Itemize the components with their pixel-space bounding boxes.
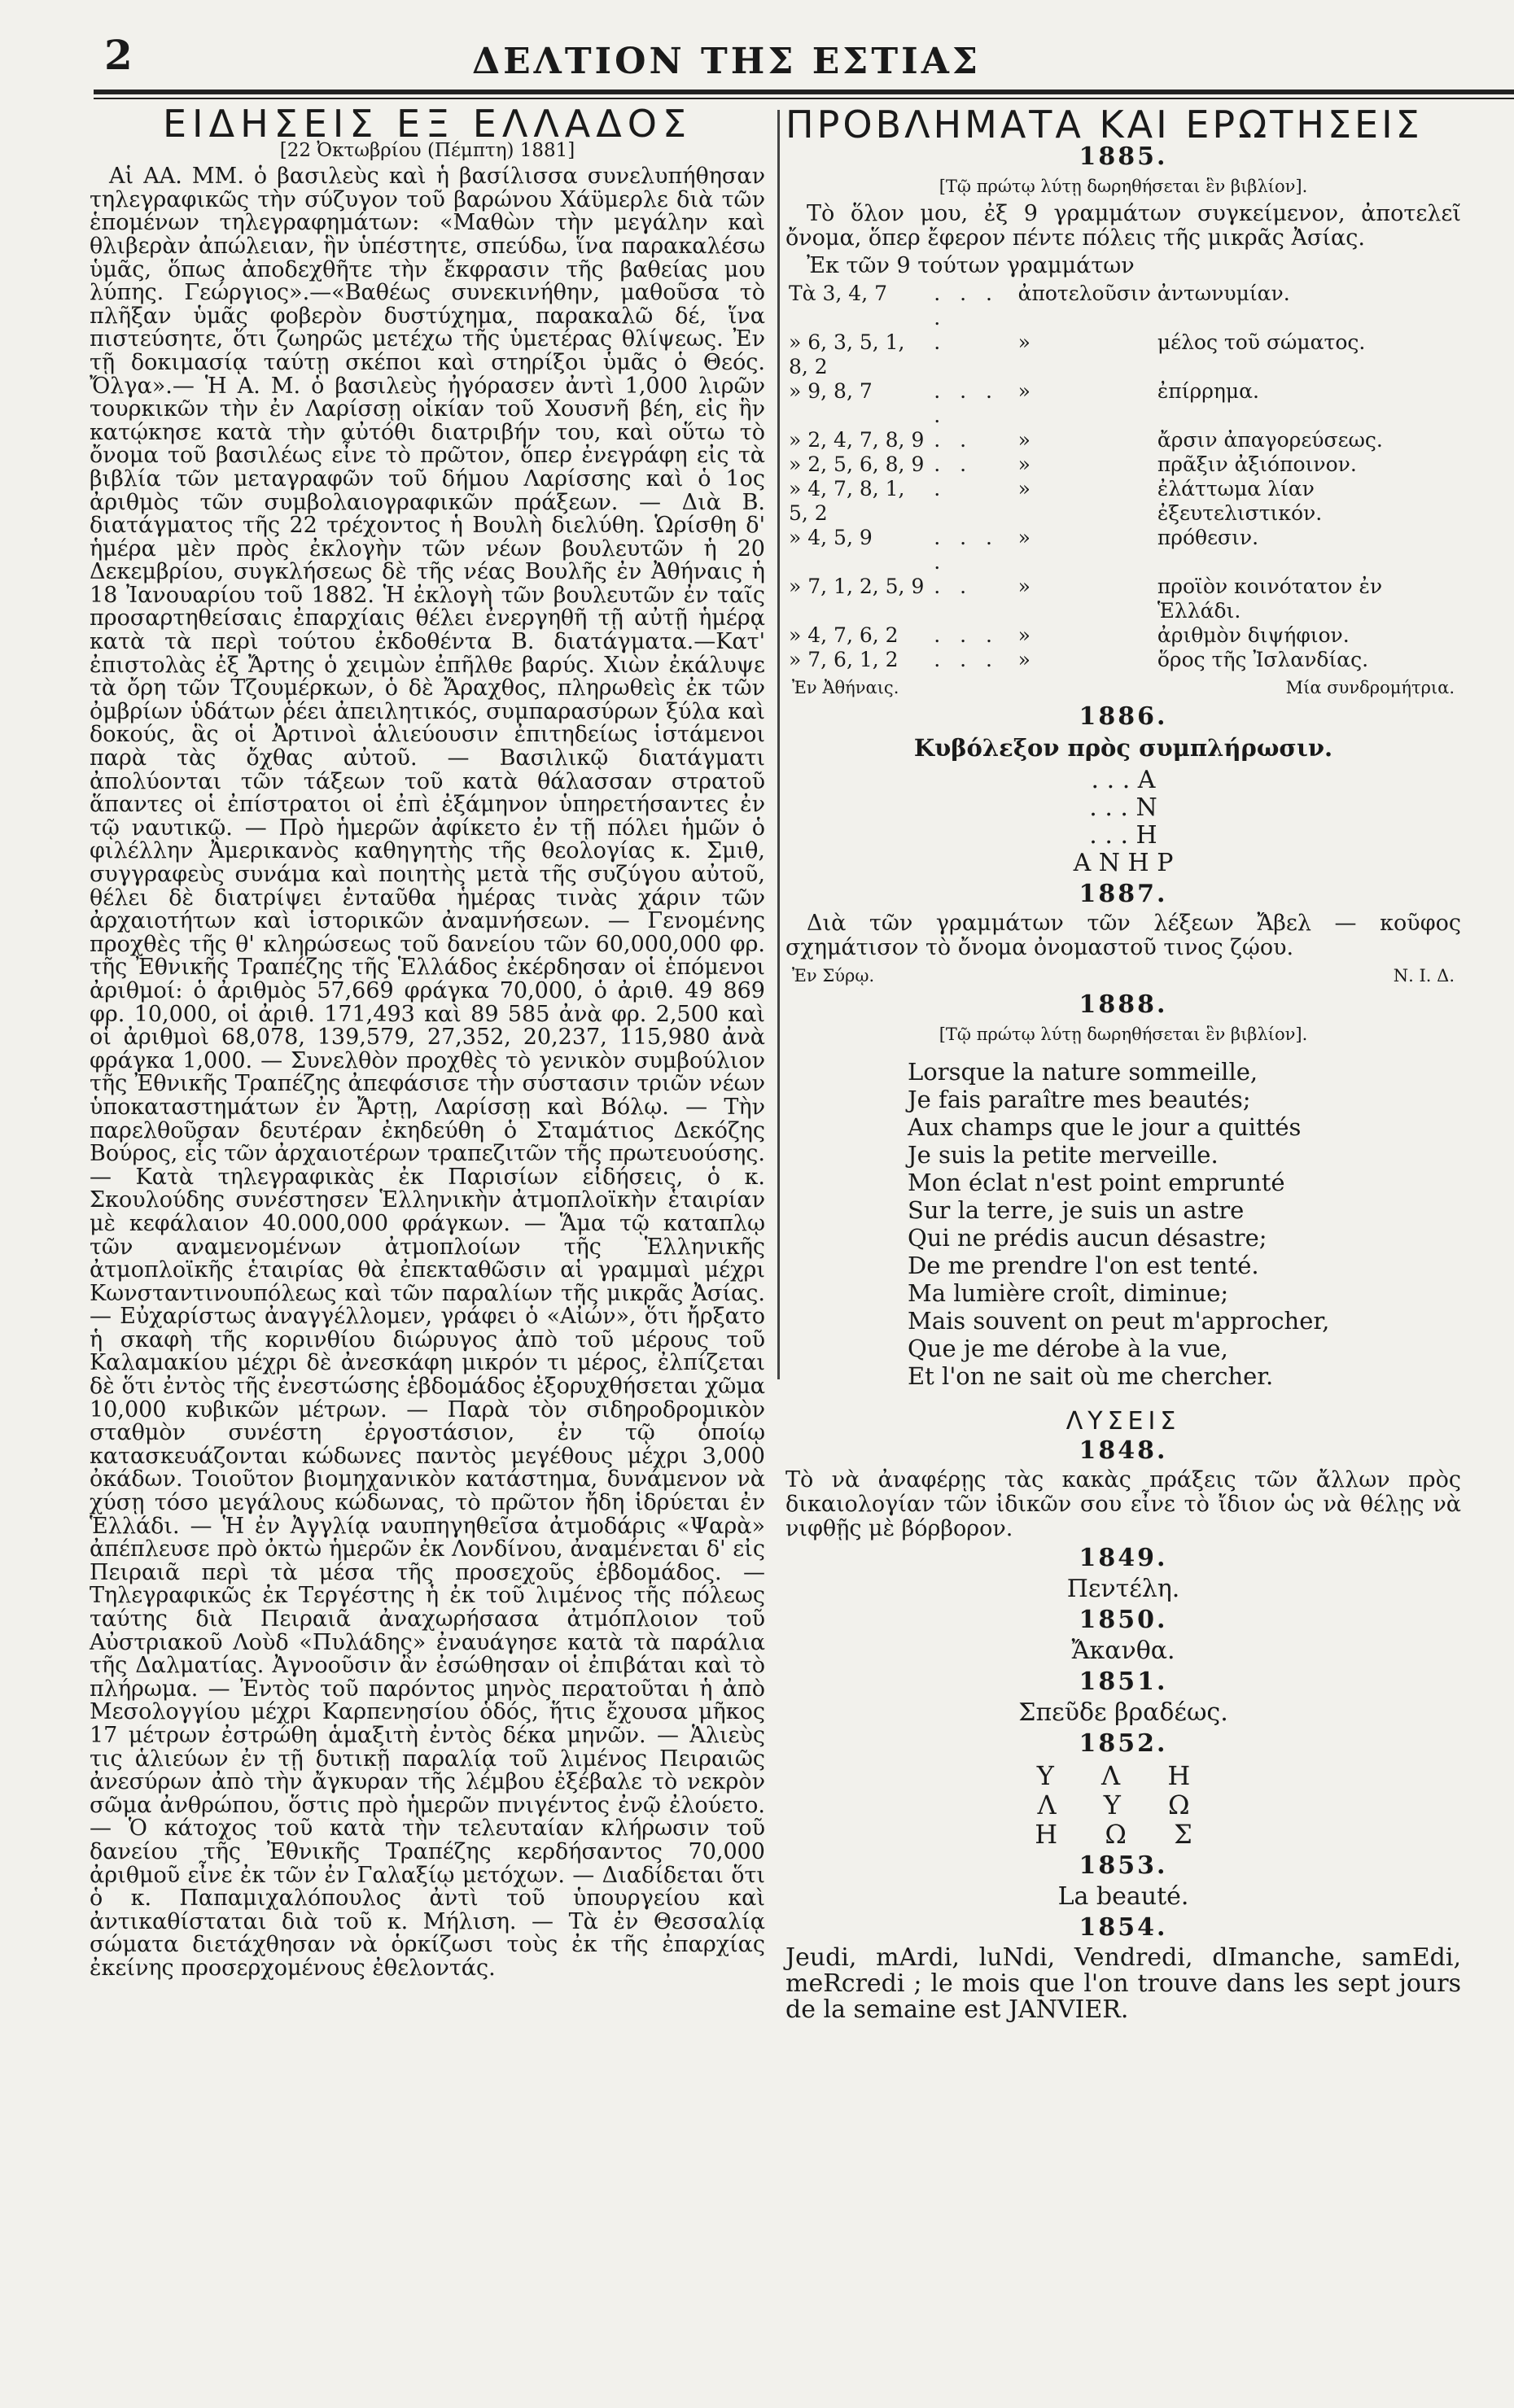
row-mark: » — [1017, 428, 1030, 452]
solution-number-1850: 1850. — [1079, 1606, 1168, 1634]
table-row — [785, 623, 1461, 648]
news-paragraph: Αἱ ΑΑ. ΜΜ. ὁ βασιλεὺς καὶ ἡ βασίλισσα συνελυπήθησαν τηλεγραφικῶς τὴν σύζυγον τοῦ βαρώνου Χάϋμερλε διὰ τῶν ἑπομένων τηλεγραφημάτων: «Μαθὼν τὴν μεγάλην καὶ θλιβερὰν ἀπώλειαν, ἣν ὑπέστητε, σπεύδω, ἵνα παρακαλέσω ὑμᾶς, ὅπως ἀποδεχθῆτε τὴν ἔκφρασιν τῆς βαθείας μου λύπης. Γεώργιος».—«Βαθέως συνεκινήθην, μαθοῦσα τὸ πλῆξαν ὑμᾶς φοβερὸν δυστύχημα, παρακαλῶ δέ, ἵνα πιστεύσητε, ὅτι ζωηρῶς μετέχω τῆς ὑμετέρας θλίψεως. Ἐν τῇ δοκιμασίᾳ ταύτῃ σκέποι καὶ στηρίξοι ὑμᾶς ὁ Θεός. Ὄλγα».— Ἡ Α. Μ. ὁ βασιλεὺς ἠγόρασεν ἀντὶ 1,000 λιρῶν τουρκικῶν τὴν ἐν Λαρίσσῃ οἰκίαν τοῦ Χουσνῆ βέη, εἰς ἣν κατῴκησε κατὰ τὴν αὐτόθι διατριβήν του, καὶ οὕτω τὸ ὄνομα τοῦ βασιλέως εἶνε τὸ πρῶτον, ὅπερ ἐνεγράφη εἰς τὰ βιβλία τῶν μεταγραφῶν τοῦ δήμου Λαρίσσης καὶ ὁ 1ος ἀριθμὸς τῶν συμβολαιογραφικῶν πράξεων. — Διὰ Β. διατάγματος τῆς 22 τρέχοντος ἡ Βουλὴ διελύθη. Ὡρίσθη δ' ἡμέρα μὲν πρὸς ἐκλογὴν τῶν νέων βουλευτῶν ἡ 20 Δεκεμβρίου, συγκλήσεως δὲ τῆς νέας Βουλῆς ἐν Ἀθήναις ἡ 18 Ἰανουαρίου τοῦ 1882. Ἡ ἐκλογὴ τῶν βουλευτῶν ἐν ταῖς προσαρτηθείσαις ἐπαρχίαις θέλει ἐνεργηθῆ τῇ αὐτῇ ἡμέρᾳ κατὰ τὰ περὶ τούτου ἐκδοθέντα Β. διατάγματα.—Κατ' ἐπιστολὰς ἐξ Ἄρτης ὁ χειμὼν ἐπῆλθε βαρύς. Χιὼν ἐκάλυψε τὰ ὄρη τῶν Τζουμέρκων, ὁ δὲ Ἄραχθος, πληρωθεὶς ἐκ τῶν ὀμβρίων ὑδάτων ῥέει ἀπειλητικός, συμπαρασύρων ξύλα καὶ δοκούς, ἃς οἱ Ἀρτινοὶ ἁλιεύουσιν ἐπιτηδείως ἱστάμενοι παρὰ τὰς ὄχθας αὐτοῦ. — Βασιλικῷ διατάγματι ἀπολύονται τῶν τάξεων τοῦ κατὰ θάλασσαν στρατοῦ ἅπαντες οἱ ἐπίστρατοι οἱ ἐπὶ ἐξάμηνον ὑπηρετήσαντες ἐν τῷ ναυτικῷ. — Πρὸ ἡμερῶν ἀφίκετο ἐν τῇ πόλει ἡμῶν ὁ φιλέλλην Ἀμερικανὸς καθηγητὴς τῆς θεολογίας κ. Σμιθ, συγγραφεὺς συνάμα καὶ ποιητὴς μετὰ τῆς συζύγου αὐτοῦ, θέλει δὲ διατρίψει ἐνταῦθα ἡμέρας τινὰς χάριν τῶν ἀρχαιοτήτων καὶ ἱστορικῶν ἀναμνήσεων. — Γενομένης προχθὲς τῆς θ' κληρώσεως τοῦ δανείου τῶν 60,000,000 φρ. τῆς Ἐθνικῆς Τραπέζης τῆς Ἑλλάδος ἐκέρδησαν οἱ ἑπόμενοι ἀριθμοί: ὁ ἀριθμὸς 57,669 φράγκα 70,000, ὁ ἀριθ. 49 869 φρ. 10,000, οἱ ἀριθ. 171,493 καὶ 89 585 ἀνὰ φρ. 2,500 καὶ οἱ ἀριθμοὶ 68,078, 139,579, 27,352, 20,237, 115,980 ἀνὰ φράγκα 1,000. — Συνελθὸν προχθὲς τὸ γενικὸν συμβούλιον τῆς Ἐθνικῆς Τραπέζης ἀπεφάσισε τὴν σύστασιν τριῶν νέων ὑποκαταστημάτων ἐν Ἄρτῃ, Λαρίσσῃ καὶ Βόλῳ. — Τὴν παρελθοῦσαν δευτέραν ἐκηδεύθη ὁ Σταμάτιος Δεκόζης Βούρος, εἷς τῶν ἀρχαιοτέρων τραπεζιτῶν τῆς πρωτευούσης. — Κατὰ τηλεγραφικὰς ἐκ Παρισίων εἰδήσεις, ὁ κ. Σκουλούδης συνέστησεν Ἑλληνικὴν ἀτμοπλοϊκὴν ἑταιρίαν μὲ κεφάλαιον 40.000,000 φράγκων. — Ἅμα τῷ καταπλῳ τῶν αναμενομένων ἀτμοπλοίων τῆς Ἑλληνικῆς ἀτμοπλοϊκῆς ἑταιρίας θὰ ἐπεκταθῶσιν αἱ γραμμαὶ μέχρι Κωνσταντινουπόλεως καὶ τῶν παραλίων τῆς μικρᾶς Ἀσίας. — Εὐχαρίστως ἀναγγέλλομεν, γράφει ὁ «Αἰών», ὅτι ἤρξατο ἡ σκαφὴ τῆς κορινθίου διώρυγος ἀπὸ τοῦ μέρους τοῦ Καλαμακίου μέχρι δὲ ἀνεσκάφη μικρόν τι μέρος, ἐλπίζεται δὲ ὅτι ἐντὸς τῆς ἐνεστώσης ἑβδομάδος ἐξορυχθήσεται χῶμα 10,000 κυβικῶν μέτρων. — Παρὰ τὸν σιδηροδρομικὸν σταθμὸν συνέστη ἐργοστάσιον, ἐν τῷ ὁποίῳ κατασκευάζονται κώδωνες παντὸς μεγέθους μέχρι 3,000 ὀκάδων. Τοιοῦτον βιομηχανικὸν κατάστημα, δυνάμενον νὰ χύσῃ τόσο μεγάλους κώδωνας, τὸ πρῶτον ἤδη ἱδρύεται ἐν Ἑλλάδι. — Ἡ ἐν Ἀγγλίᾳ ναυπηγηθεῖσα ἀτμοδάρις «Ψαρὰ» ἀπέπλευσε πρὸ ὀκτὼ ἡμερῶν ἐκ Λονδίνου, ἀναμένεται δ' εἰς Πειραιᾶ περὶ τὰ μέσα τῆς προσεχοῦς ἑβδομάδος. — Τηλεγραφικῶς ἐκ Τεργέστης ἡ ἐκ τοῦ λιμένος τῆς πόλεως ταύτης διὰ Πειραιᾶ ἀναχωρήσασα ἀτμόπλοιον τοῦ Αὐστριακοῦ Λοὺδ «Πυλάδης» ἐναυάγησε κατὰ τὰ παράλια τῆς Δαλματίας. Ἀγνοοῦσιν ἂν ἐσώθησαν οἱ ἐπιβάται καὶ τὸ πλήρωμα. — Ἐντὸς τοῦ παρόντος μηνὸς περατοῦται ἡ ἀπὸ Μεσολογγίου μέχρι Καρπενησίου ὁδός, ἥτις ἔχουσα μῆκος 17 μέτρων ἐστρώθη ἁμαξιτὴ ἐντὸς δέκα μηνῶν. — Ἁλιεὺς τις ἁλιεύων ἐν τῇ δυτικῇ παραλίᾳ τοῦ λιμένος Πειραιῶς ἀνεσύρων ἀπὸ τὴν ἄγκυραν τῆς λέμβου ἐξέβαλε τὸ νεκρὸν σῶμα ἀνθρώπου, ὅστις πρὸ ἡμερῶν πνιγέντος ἐνῷ ἐλούετο. — Ὁ κάτοχος τοῦ κατὰ τὴν τελευταίαν κλήρωσιν τοῦ δανείου τῆς Ἐθνικῆς Τραπέζης κερδήσαντος 70,000 ἀριθμοῦ εἶνε ἐκ τῶν ἐν Γαλαξίῳ μετόχων. — Διαδίδεται ὅτι ὁ κ. Παπαμιχαλόπουλος ἀντὶ τοῦ ὑπουργείου καὶ ἀντικαθίσταται διὰ τοῦ κ. Μήλιση. — Τὰ ἐν Θεσσαλίᾳ σώματα διετάχθησαν νὰ ὁρκίζωσι τοὺς ἐκ τῆς ἐπαρχίας ἐκείνης προσερχομένους ἐθελοντάς. — [90, 164, 765, 1981]
row-numbers: » 4, 7, 6, 2 — [789, 623, 899, 647]
row-meaning: ἄρσιν ἀπαγορεύσεως. — [1157, 428, 1383, 452]
table-row — [785, 452, 1461, 477]
problems-column — [785, 103, 1461, 2028]
row-mark: » — [1017, 452, 1030, 476]
row-mark: » — [1017, 330, 1030, 354]
row-mark: » — [1017, 575, 1030, 598]
riddle-poem — [908, 1058, 1461, 1390]
word-square-line: Η Ω Σ — [1035, 1819, 1212, 1850]
row-meaning: πρᾶξιν ἀξιόποινον. — [1157, 452, 1357, 476]
row-dots: . . — [934, 575, 974, 598]
problems-heading: ΠΡΟΒΛΗΜΑΤΑ ΚΑΙ ΕΡΩΤΗΣΕΙΣ — [785, 103, 1423, 146]
row-mark: » — [1017, 526, 1030, 549]
row-numbers: » 9, 8, 7 — [789, 379, 873, 403]
row-numbers: » 2, 5, 6, 8, 9 — [789, 452, 925, 476]
row-meaning: ἀντωνυμίαν. — [1157, 282, 1290, 305]
row-dots: . — [934, 330, 947, 354]
prize-note: [Τῷ πρώτῳ λύτῃ δωρηθήσεται ἓν βιβλίον]. — [939, 177, 1308, 196]
row-mark: » — [1017, 648, 1030, 671]
table-row — [785, 477, 1461, 526]
signature-line — [792, 964, 1455, 988]
row-dots: . . . . — [934, 379, 999, 427]
poem-line: Sur la terre, je suis un astre — [908, 1196, 1245, 1224]
poem-line: Je fais paraître mes beautés; — [908, 1086, 1251, 1113]
row-mark: » — [1017, 477, 1030, 500]
table-row — [785, 526, 1461, 575]
solution-word-square — [785, 1761, 1461, 1849]
poem-line: Qui ne prédis aucun désastre; — [908, 1224, 1267, 1252]
row-dots: . — [934, 477, 947, 500]
column-divider — [777, 110, 780, 1379]
news-heading: ΕΙΔΗΣΕΙΣ ΕΞ ΕΛΛΑΔΟΣ — [162, 102, 693, 146]
poem-line: Lorsque la nature sommeille, — [908, 1058, 1258, 1086]
solutions-heading: ΛΥΣΕΙΣ — [1065, 1407, 1181, 1436]
word-square-line: . . . Ν — [1089, 793, 1157, 822]
row-dots: . . — [934, 428, 974, 452]
row-numbers: » 4, 7, 8, 1, 5, 2 — [789, 477, 905, 525]
word-square-line: . . . Α — [1091, 766, 1156, 794]
word-square-line: . . . Η — [1089, 821, 1157, 850]
problem-number-1886: 1886. — [1079, 702, 1168, 731]
poem-line: Mon éclat n'est point emprunté — [908, 1169, 1285, 1196]
problem-subtitle: Κυβόλεξον πρὸς συμπλήρωσιν. — [913, 734, 1333, 762]
prize-note: [Τῷ πρώτῳ λύτῃ δωρηθήσεται ἓν βιβλίον]. — [939, 1025, 1308, 1044]
word-square-line: Υ Λ Η — [1036, 1760, 1210, 1791]
problem-intro: Ἐκ τῶν 9 τούτων γραμμάτων — [807, 253, 1135, 278]
header-rule-thin — [94, 98, 1514, 99]
table-row — [785, 379, 1461, 428]
solution-number-1852: 1852. — [1079, 1729, 1168, 1758]
row-mark: » — [1017, 623, 1030, 647]
solution-text: Jeudi, mArdi, luNdi, Vendredi, dImanche, samEdi, meRcredi ; le mois que l'on trouve dans les sept jours de la semaine est JANVIER. — [785, 1943, 1461, 2024]
row-meaning: προϊὸν κοινότατον ἐν Ἑλλάδι. — [1157, 575, 1383, 623]
poem-line: Aux champs que le jour a quittés — [908, 1113, 1302, 1141]
signature-place: Ἐν Ἀθήναις. — [792, 678, 899, 697]
row-dots: . . . . — [934, 282, 999, 330]
row-meaning: ἐπίρρημα. — [1157, 379, 1259, 403]
row-meaning: ὅρος τῆς Ἰσλανδίας. — [1157, 648, 1369, 671]
poem-line: Et l'on ne sait où me chercher. — [908, 1362, 1274, 1390]
signature-name: Ν. Ι. Δ. — [1393, 966, 1455, 985]
poem-line: Que je me dérobe à la vue, — [908, 1335, 1228, 1362]
table-row — [785, 282, 1461, 330]
row-mark: ἀποτελοῦσιν — [1017, 282, 1151, 305]
row-numbers: Τὰ 3, 4, 7 — [789, 282, 888, 305]
signature-place: Ἐν Σύρῳ. — [792, 966, 875, 985]
row-numbers: » 6, 3, 5, 1, 8, 2 — [789, 330, 905, 378]
poem-line: De me prendre l'on est tenté. — [908, 1252, 1259, 1279]
page-number: 2 — [104, 31, 133, 79]
row-mark: » — [1017, 379, 1030, 403]
row-dots: . . . . — [934, 526, 999, 574]
problem-number-1887: 1887. — [1079, 880, 1168, 908]
table-row — [785, 648, 1461, 672]
row-meaning: ἐλάττωμα λίαν ἐξευτελιστικόν. — [1157, 477, 1323, 525]
table-row — [785, 330, 1461, 379]
row-meaning: μέλος τοῦ σώματος. — [1157, 330, 1366, 354]
problem-number-1888: 1888. — [1079, 990, 1168, 1019]
word-square-line: Α Ν Η Ρ — [1073, 849, 1174, 877]
row-dots: . . — [934, 452, 974, 476]
table-row — [785, 575, 1461, 623]
solution-number-1853: 1853. — [1079, 1851, 1168, 1880]
row-numbers: » 4, 5, 9 — [789, 526, 873, 549]
problem-text: Διὰ τῶν γραμμάτων τῶν λέξεων Ἄβελ — κοῦφος σχημάτισον τὸ ὄνομα ὀνομαστοῦ τινος ζῴου. — [785, 911, 1461, 960]
row-meaning: πρόθεσιν. — [1157, 526, 1259, 549]
running-title: ΔΕΛΤΙΟΝ ΤΗΣ ΕΣΤΙΑΣ — [472, 41, 981, 82]
word-square — [785, 767, 1461, 877]
solution-text: Ἄκανθα. — [1071, 1637, 1175, 1665]
problem-text: Τὸ ὅλον μου, ἐξ 9 γραμμάτων συγκείμενον, ἀποτελεῖ ὄνομα, ὅπερ ἔφερον πέντε πόλεις τῆς μικρᾶς Ἀσίας. — [785, 201, 1461, 251]
solution-text: Πεντέλη. — [1066, 1575, 1180, 1603]
row-dots: . . . — [934, 623, 999, 647]
table-row — [785, 428, 1461, 452]
news-date: [22 Ὀκτωβρίου (Πέμπτη) 1881] — [279, 139, 575, 161]
solution-number-1854: 1854. — [1079, 1913, 1168, 1942]
signature-name: Μία συνδρομήτρια. — [1285, 678, 1455, 697]
solution-number-1849: 1849. — [1079, 1544, 1168, 1572]
header-rule — [94, 90, 1514, 94]
solution-text: La beauté. — [1057, 1882, 1189, 1911]
letter-table — [785, 282, 1461, 672]
row-numbers: » 7, 6, 1, 2 — [789, 648, 899, 671]
word-square-line: Λ Υ Ω — [1037, 1790, 1210, 1820]
row-meaning: ἀριθμὸν διψήφιον. — [1157, 623, 1350, 647]
solution-text: Σπεῦδε βραδέως. — [1018, 1698, 1228, 1727]
row-dots: . . . — [934, 648, 999, 671]
poem-line: Ma lumière croît, diminue; — [908, 1279, 1229, 1307]
row-numbers: » 2, 4, 7, 8, 9 — [789, 428, 925, 452]
poem-line: Mais souvent on peut m'approcher, — [908, 1307, 1330, 1335]
row-numbers: » 7, 1, 2, 5, 9 — [789, 575, 925, 598]
solution-number-1848: 1848. — [1079, 1436, 1168, 1465]
poem-line: Je suis la petite merveille. — [908, 1141, 1219, 1169]
solution-number-1851: 1851. — [1079, 1667, 1168, 1696]
news-column — [90, 102, 765, 1981]
signature-line — [792, 675, 1455, 700]
solution-text: Τὸ νὰ ἀναφέρῃς τὰς κακὰς πράξεις τῶν ἄλλων πρὸς δικαιολογίαν τῶν ἰδικῶν σου εἶνε τὸ ἴδιον ὡς νὰ θέλῃς νὰ νιφθῇς μὲ βόρβορον. — [785, 1467, 1461, 1541]
problem-number-1885: 1885. — [1079, 142, 1168, 171]
